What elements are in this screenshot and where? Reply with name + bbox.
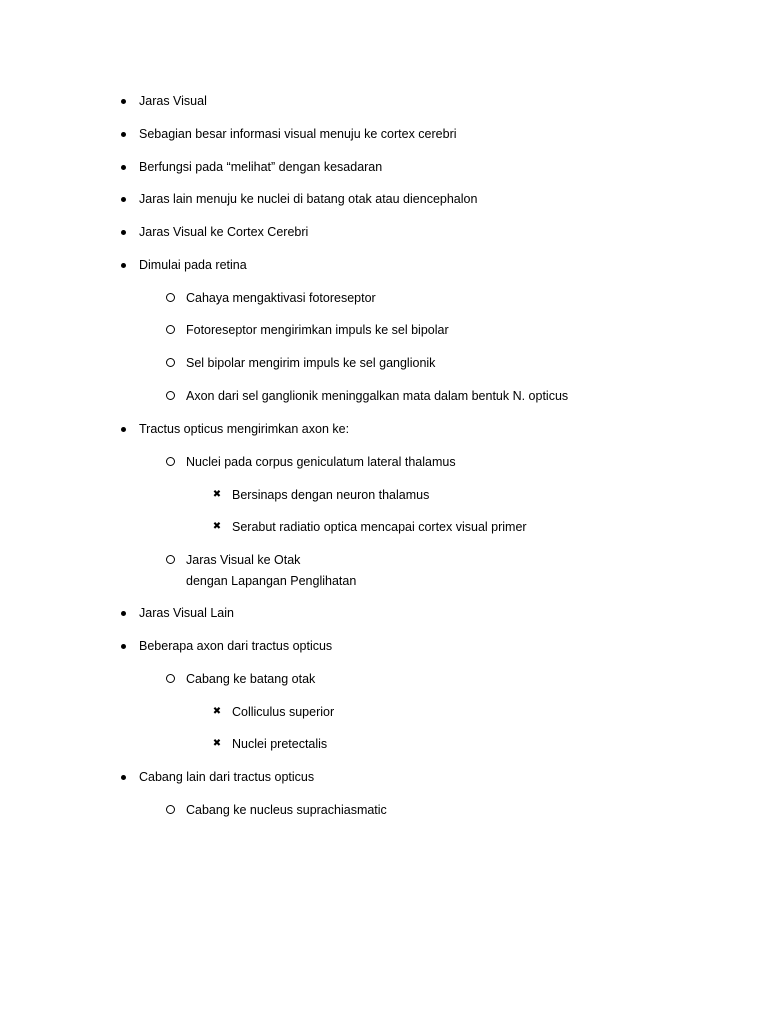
list-item [186,550,300,570]
list-item [212,734,328,754]
bullet-icon [117,222,129,235]
bullet-icon [117,91,129,104]
list-item [139,603,234,623]
circle-bullet-icon [164,669,176,683]
list-item [186,288,376,308]
list-item-text: Bersinaps dengan neuron thalamus [232,488,430,502]
bullet-icon [117,603,129,616]
circle-bullet-icon [164,452,176,466]
list-item-text: Cabang ke nucleus suprachiasmatic [186,803,387,817]
list-item [186,353,435,373]
circle-bullet-icon [164,550,176,564]
list-item-continuation [186,571,356,591]
list-item-text: Jaras Visual ke Otak [186,553,301,567]
list-item-text: Dimulai pada retina [139,258,247,272]
list-item [139,767,314,787]
list-item-text: Jaras Visual [139,94,207,108]
bullet-icon [117,189,129,202]
circle-bullet-icon [164,320,176,334]
list-item-text: Nuclei pretectalis [232,737,328,751]
list-item-text: Nuclei pada corpus geniculatum lateral thalamus [186,455,456,469]
list-item-text: Jaras Visual Lain [139,606,234,620]
bullet-icon [117,157,129,170]
list-item-text: Beberapa axon dari tractus opticus [139,639,333,653]
circle-bullet-icon [164,800,176,814]
list-item-text: dengan Lapangan Penglihatan [186,574,357,588]
bullet-icon [117,419,129,432]
list-item-text: Sebagian besar informasi visual menuju ke cortex cerebri [139,127,457,141]
list-item [212,485,430,505]
circle-bullet-icon [164,288,176,302]
cross-bullet-icon: ✖ [212,706,222,717]
list-item-text: Cahaya mengaktivasi fotoreseptor [186,291,376,305]
list-item [212,517,527,537]
list-item-text: Jaras Visual ke Cortex Cerebri [139,225,309,239]
list-item [139,157,382,177]
list-item [186,800,387,820]
bullet-icon [117,124,129,137]
list-item [139,189,477,209]
list-item [139,255,247,275]
list-item-text: Tractus opticus mengirimkan axon ke: [139,422,350,436]
list-item [212,702,335,722]
list-item-text: Cabang lain dari tractus opticus [139,770,315,784]
list-item-text: Axon dari sel ganglionik meninggalkan mata dalam bentuk N. opticus [186,389,569,403]
list-item [186,386,568,406]
list-item [186,669,315,689]
list-item [186,452,456,472]
bullet-icon [117,767,129,780]
cross-bullet-icon: ✖ [212,738,222,749]
list-item [139,636,332,656]
list-item-text: Berfungsi pada “melihat” dengan kesadaran [139,160,383,174]
list-item-text: Jaras lain menuju ke nuclei di batang otak atau diencephalon [139,192,478,206]
circle-bullet-icon [164,386,176,400]
cross-bullet-icon: ✖ [212,489,222,500]
list-item [139,91,207,111]
bullet-icon [117,636,129,649]
list-item [139,419,349,439]
bullet-icon [117,255,129,268]
list-item-text: Fotoreseptor mengirimkan impuls ke sel bipolar [186,323,449,337]
list-item-text: Sel bipolar mengirim impuls ke sel ganglionik [186,356,436,370]
cross-bullet-icon: ✖ [212,521,222,532]
list-item-text: Cabang ke batang otak [186,672,316,686]
circle-bullet-icon [164,353,176,367]
list-item-text: Serabut radiatio optica mencapai cortex visual primer [232,520,527,534]
list-item-text: Colliculus superior [232,705,335,719]
list-item [139,222,308,242]
list-item [139,124,457,144]
list-item [186,320,449,340]
